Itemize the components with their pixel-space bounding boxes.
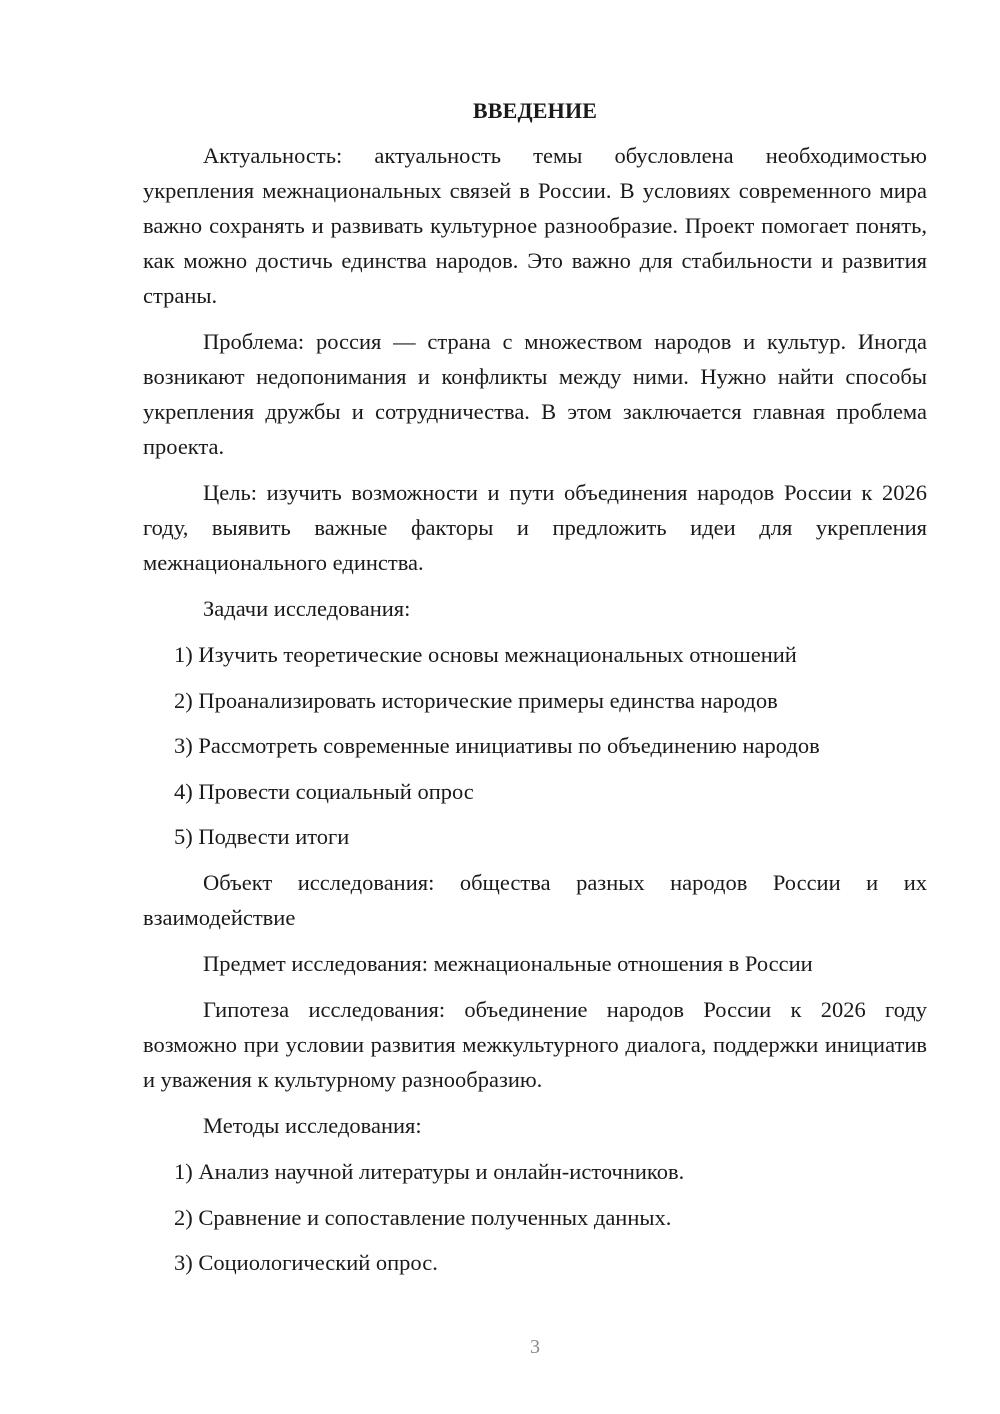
methods-list — [143, 1154, 927, 1280]
page-number: 3 — [530, 1336, 540, 1358]
method-item: 1) Анализ научной литературы и онлайн-источников. — [174, 1159, 685, 1184]
object-paragraph: Объект исследования: общества разных народов России и их взаимодействие — [143, 870, 927, 930]
task-item: 1) Изучить теоретические основы межнациональных отношений — [174, 642, 797, 667]
section-title: ВВЕДЕНИЕ — [472, 98, 598, 123]
methods-heading: Методы исследования: — [203, 1113, 422, 1138]
tasks-list — [143, 637, 927, 854]
task-item: 4) Провести социальный опрос — [174, 778, 474, 804]
tasks-heading: Задачи исследования: — [203, 596, 411, 621]
problem-paragraph: Проблема: россия — страна с множеством народов и культур. Иногда возникают недопонимания и конфликты между ними. Нужно найти способы укрепления дружбы и сотрудничества. В этом заключается главная проблема проекта. — [143, 329, 927, 459]
relevance-paragraph: Актуальность: актуальность темы обусловлена необходимостью укрепления межнациональных связей в России. В условиях современного мира важно сохранять и развивать культурное разнообразие. Проект помогает понять, как можно достичь единства народов. Это важно для стабильности и развития страны. — [143, 143, 927, 308]
document-body — [143, 96, 927, 1291]
goal-paragraph: Цель: изучить возможности и пути объединения народов России к 2026 году, выявить важные факторы и предложить идеи для укрепления межнационального единства. — [143, 480, 927, 575]
hypothesis-paragraph: Гипотеза исследования: объединение народов России к 2026 году возможно при условии развития межкультурного диалога, поддержки инициатив и уважения к культурному разнообразию. — [143, 997, 927, 1092]
subject-paragraph: Предмет исследования: межнациональные отношения в России — [203, 951, 813, 976]
method-item: 2) Сравнение и сопоставление полученных данных. — [174, 1204, 672, 1230]
task-item: 3) Рассмотреть современные инициативы по объединению народов — [174, 733, 820, 758]
task-item: 2) Проанализировать исторические примеры единства народов — [174, 687, 778, 713]
method-item: 3) Социологический опрос. — [174, 1250, 438, 1275]
task-item: 5) Подвести итоги — [174, 824, 350, 849]
